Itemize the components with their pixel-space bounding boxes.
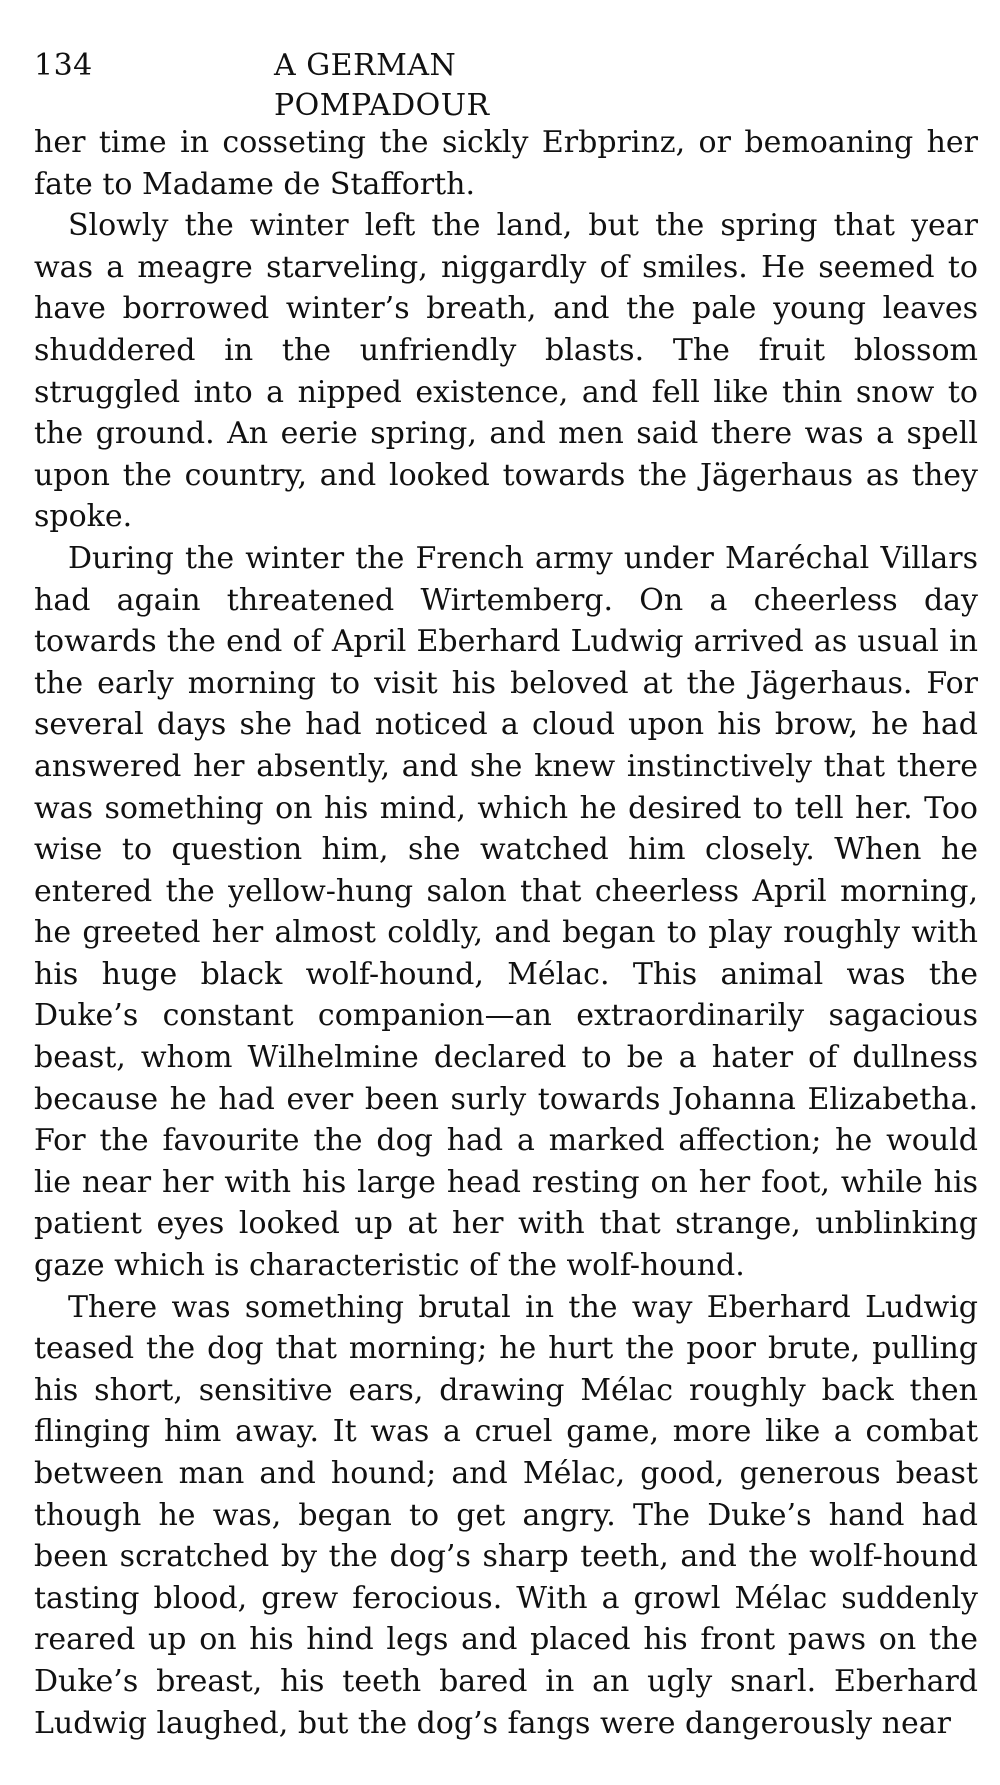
book-page	[34, 46, 978, 1744]
body-text	[34, 122, 978, 1744]
paragraph-continuation: her time in cosseting the sickly Erbprinz, or bemoaning her fate to Madame de Stafforth.	[34, 125, 978, 202]
page-number: 134	[34, 48, 93, 83]
paragraph-winter: During the winter the French army under Maréchal Villars had again threatened Wirtemberg. On a cheerless day towards the end of April Eberhard Ludwig arrived as usual in the early morning to visit his beloved at the Jägerhaus. For several days she had noticed a cloud upon his brow, he had answered her absently, and she knew instinctively that there was something on his mind, which he desired to tell her. Too wise to question him, she watched him closely. When he entered the yellow-hung salon that cheerless April morning, he greeted her almost coldly, and began to play roughly with his huge black wolf-hound, Mélac. This animal was the Duke’s constant companion—an extraordinarily sagacious beast, whom Wilhelmine declared to be a hater of dullness because he had ever been surly towards Johanna Elizabetha. For the favourite the dog had a marked affection; he would lie near her with his large head resting on her foot, while his patient eyes looked up at her with that strange, unblinking gaze which is characteristic of the wolf-hound.	[34, 540, 978, 1284]
running-title: A GERMAN POMPADOUR	[274, 48, 490, 123]
paragraph-dog-incident: There was something brutal in the way Eberhard Ludwig teased the dog that morning; he hurt the poor brute, pulling his short, sensitive ears, drawing Mélac roughly back then flinging him away. It was a cruel game, more like a combat between man and hound; and Mélac, good, generous beast though he was, began to get angry. The Duke’s hand had been scratched by the dog’s sharp teeth, and the wolf-hound tasting blood, grew ferocious. With a growl Mélac suddenly reared up on his hind legs and placed his front paws on the Duke’s breast, his teeth bared in an ugly snarl. Eberhard Ludwig laughed, but the dog’s fangs were dangerously near	[34, 1289, 978, 1741]
paragraph-spring: Slowly the winter left the land, but the spring that year was a meagre starveling, niggardly of smiles. He seemed to have borrowed winter’s breath, and the pale young leaves shuddered in the unfriendly blasts. The fruit blossom struggled into a nipped existence, and fell like thin snow to the ground. An eerie spring, and men said there was a spell upon the country, and looked towards the Jägerhaus as they spoke.	[34, 208, 978, 535]
page-header	[34, 46, 978, 123]
